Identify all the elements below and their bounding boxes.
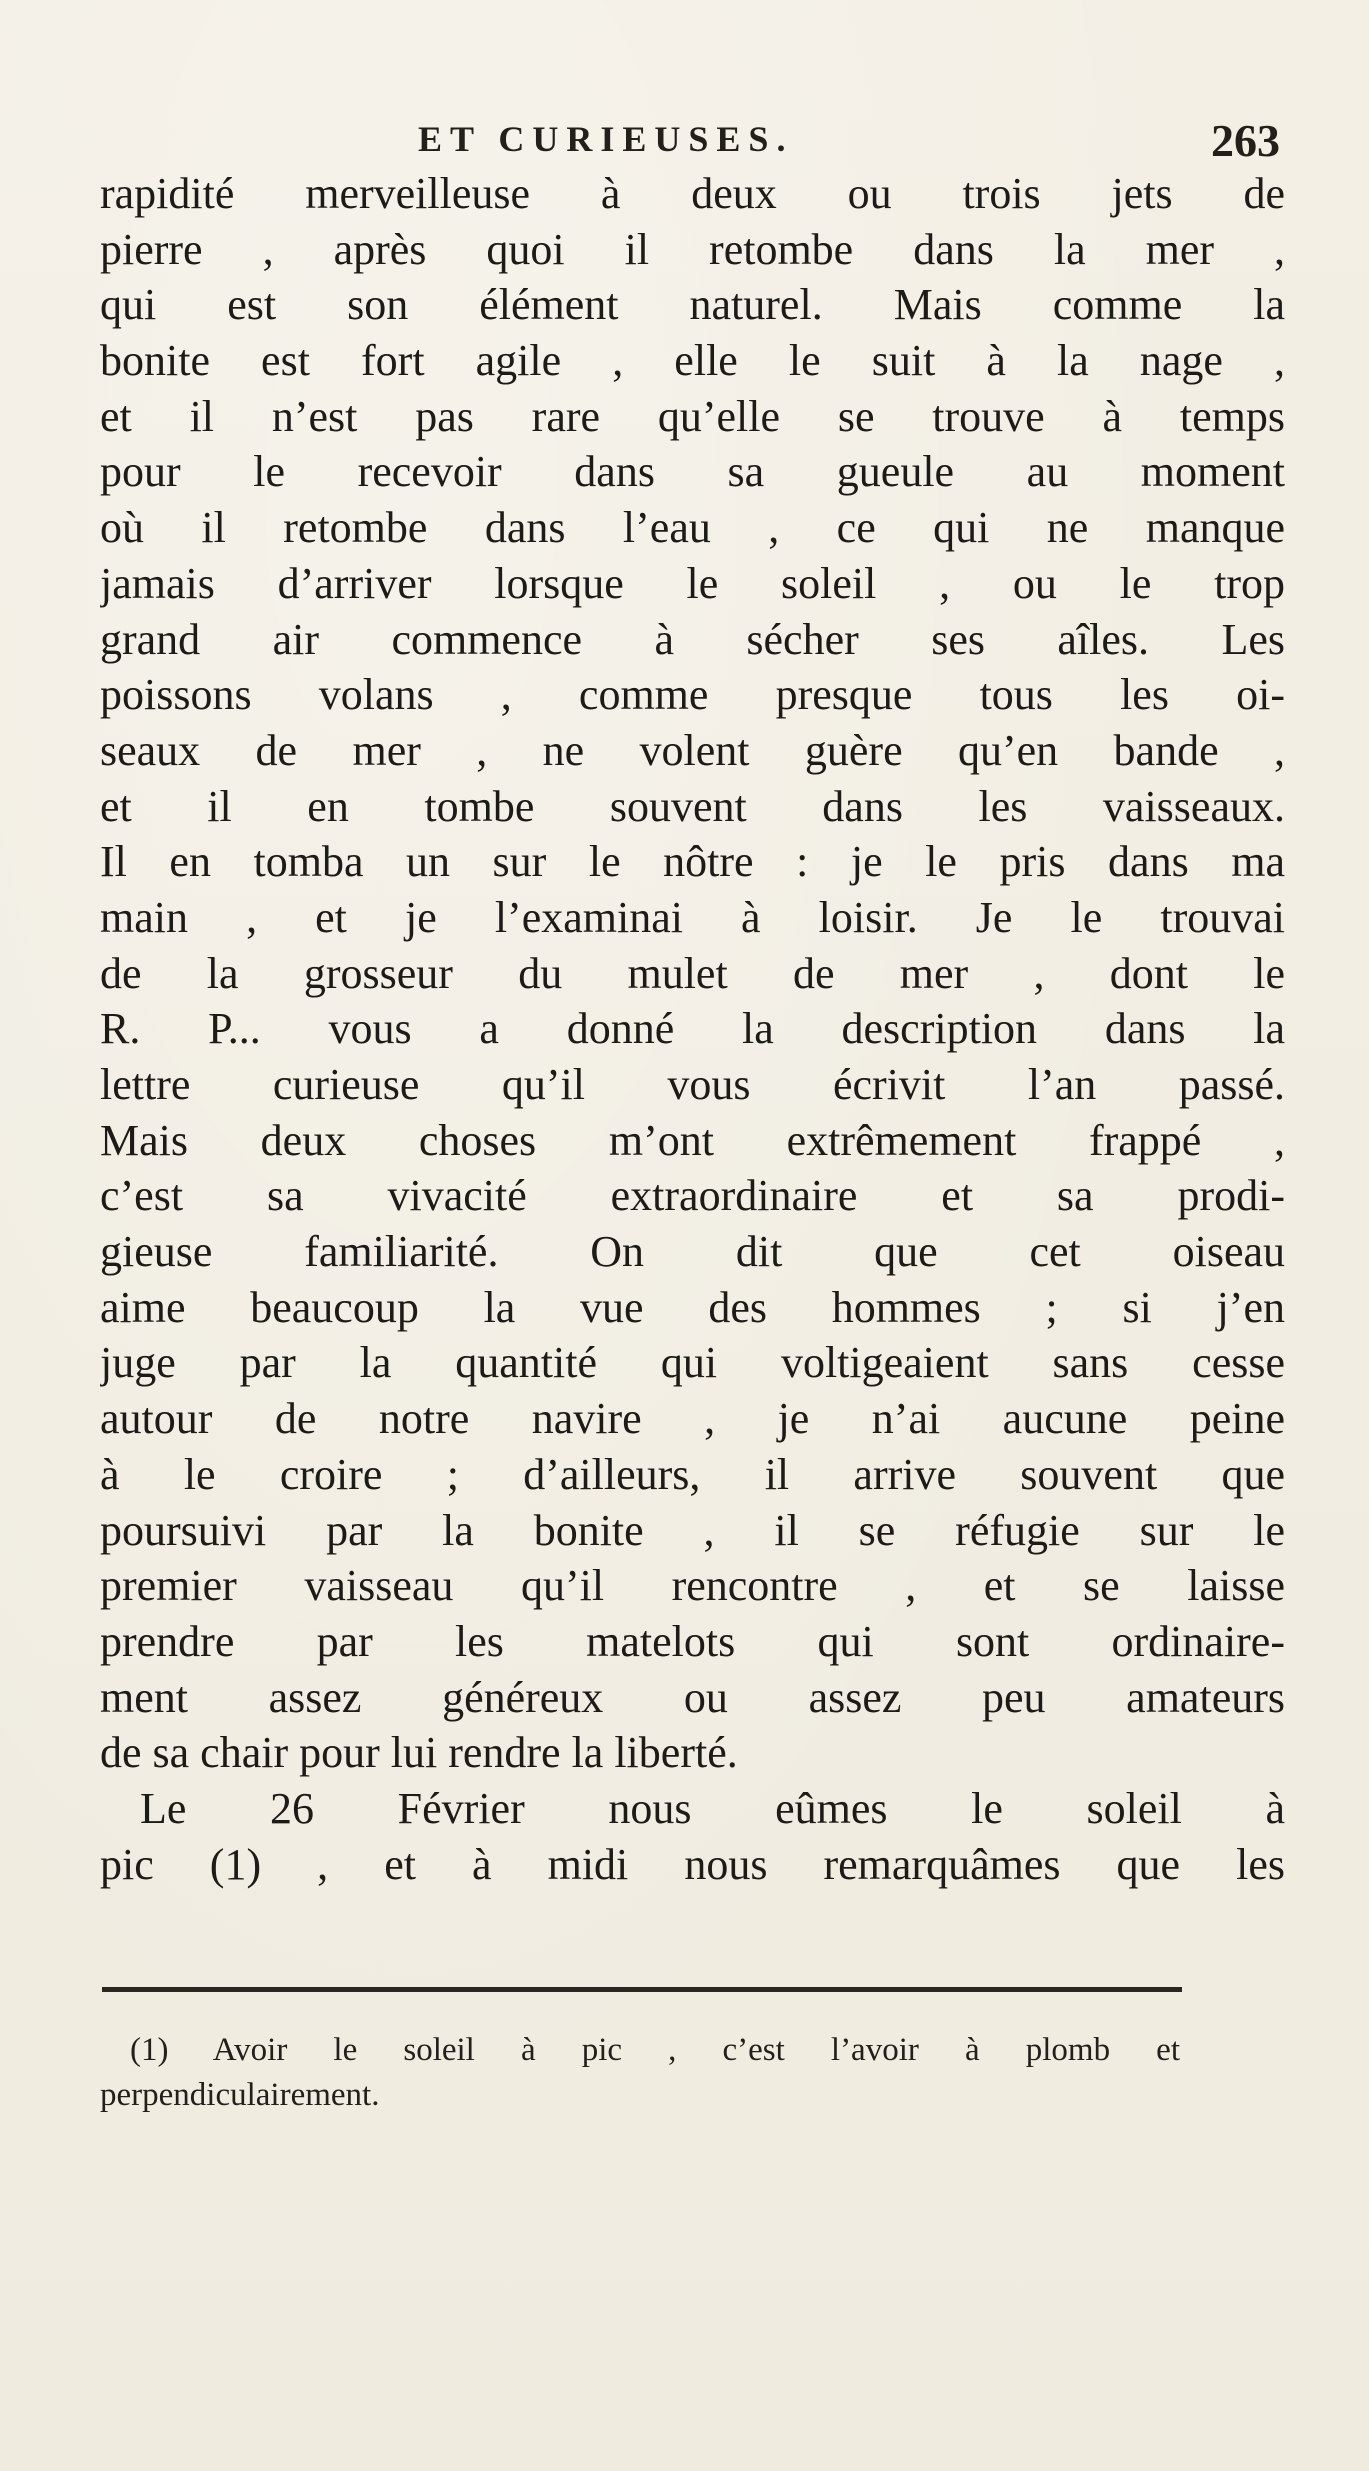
text-line: à le croire ; d’ailleurs, il arrive souvent que: [100, 1449, 1285, 1499]
text-line: où il retombe dans l’eau , ce qui ne manque: [100, 503, 1285, 553]
text-line: grand air commence à sécher ses aîles. Les: [100, 614, 1285, 664]
text-line: R. P... vous a donné la description dans la: [100, 1004, 1285, 1054]
text-line: gieuse familiarité. On dit que cet oiseau: [100, 1227, 1285, 1277]
text-line: rapidité merveilleuse à deux ou trois jets de: [100, 169, 1285, 218]
text-line: autour de notre navire , je n’ai aucune peine: [100, 1394, 1285, 1444]
text-line: prendre par les matelots qui sont ordinaire-: [100, 1616, 1285, 1666]
text-line: qui est son élément naturel. Mais comme la: [100, 280, 1285, 330]
footnote-line: (1) Avoir le soleil à pic , c’est l’avoir à plomb et: [130, 2032, 1180, 2068]
text-line: poursuivi par la bonite , il se réfugie sur le: [100, 1505, 1285, 1555]
text-line: pour le recevoir dans sa gueule au moment: [100, 447, 1285, 497]
footnote: [100, 2028, 1180, 2118]
text-line: seaux de mer , ne volent guère qu’en bande ,: [100, 725, 1285, 775]
page-number: 263: [1211, 115, 1280, 166]
text-line: de sa chair pour lui rendre la liberté.: [100, 1728, 738, 1778]
text-line: de la grosseur du mulet de mer , dont le: [100, 948, 1285, 998]
text-line: aime beaucoup la vue des hommes ; si j’en: [100, 1282, 1285, 1332]
text-line: main , et je l’examinai à loisir. Je le trouvai: [100, 892, 1285, 942]
text-line: pierre , après quoi il retombe dans la mer ,: [100, 224, 1285, 274]
body-text: [100, 166, 1285, 1892]
text-line: Il en tomba un sur le nôtre : je le pris dans ma: [100, 837, 1285, 887]
text-line: c’est sa vivacité extraordinaire et sa prodi-: [100, 1171, 1285, 1221]
text-line: poissons volans , comme presque tous les oi-: [100, 670, 1285, 720]
text-line: Mais deux choses m’ont extrêmement frappé ,: [100, 1115, 1285, 1165]
text-line: premier vaisseau qu’il rencontre , et se laisse: [100, 1561, 1285, 1611]
text-line: jamais d’arriver lorsque le soleil , ou le trop: [100, 558, 1285, 608]
text-line: bonite est fort agile , elle le suit à la nage ,: [100, 336, 1285, 386]
text-line: lettre curieuse qu’il vous écrivit l’an passé.: [100, 1060, 1285, 1109]
page-header: [418, 115, 1280, 168]
text-line: et il n’est pas rare qu’elle se trouve à temps: [100, 391, 1285, 441]
text-line: juge par la quantité qui voltigeaient sans cesse: [100, 1338, 1285, 1388]
text-line: ment assez généreux ou assez peu amateurs: [100, 1672, 1285, 1722]
footnote-rule: [102, 1987, 1182, 1992]
text-line: et il en tombe souvent dans les vaisseaux.: [100, 781, 1285, 831]
running-title: ET CURIEUSES.: [418, 119, 794, 159]
footnote-line: perpendiculairement.: [100, 2077, 380, 2113]
text-line: Le 26 Février nous eûmes le soleil à: [140, 1783, 1285, 1833]
text-line: pic (1) , et à midi nous remarquâmes que les: [100, 1839, 1285, 1889]
